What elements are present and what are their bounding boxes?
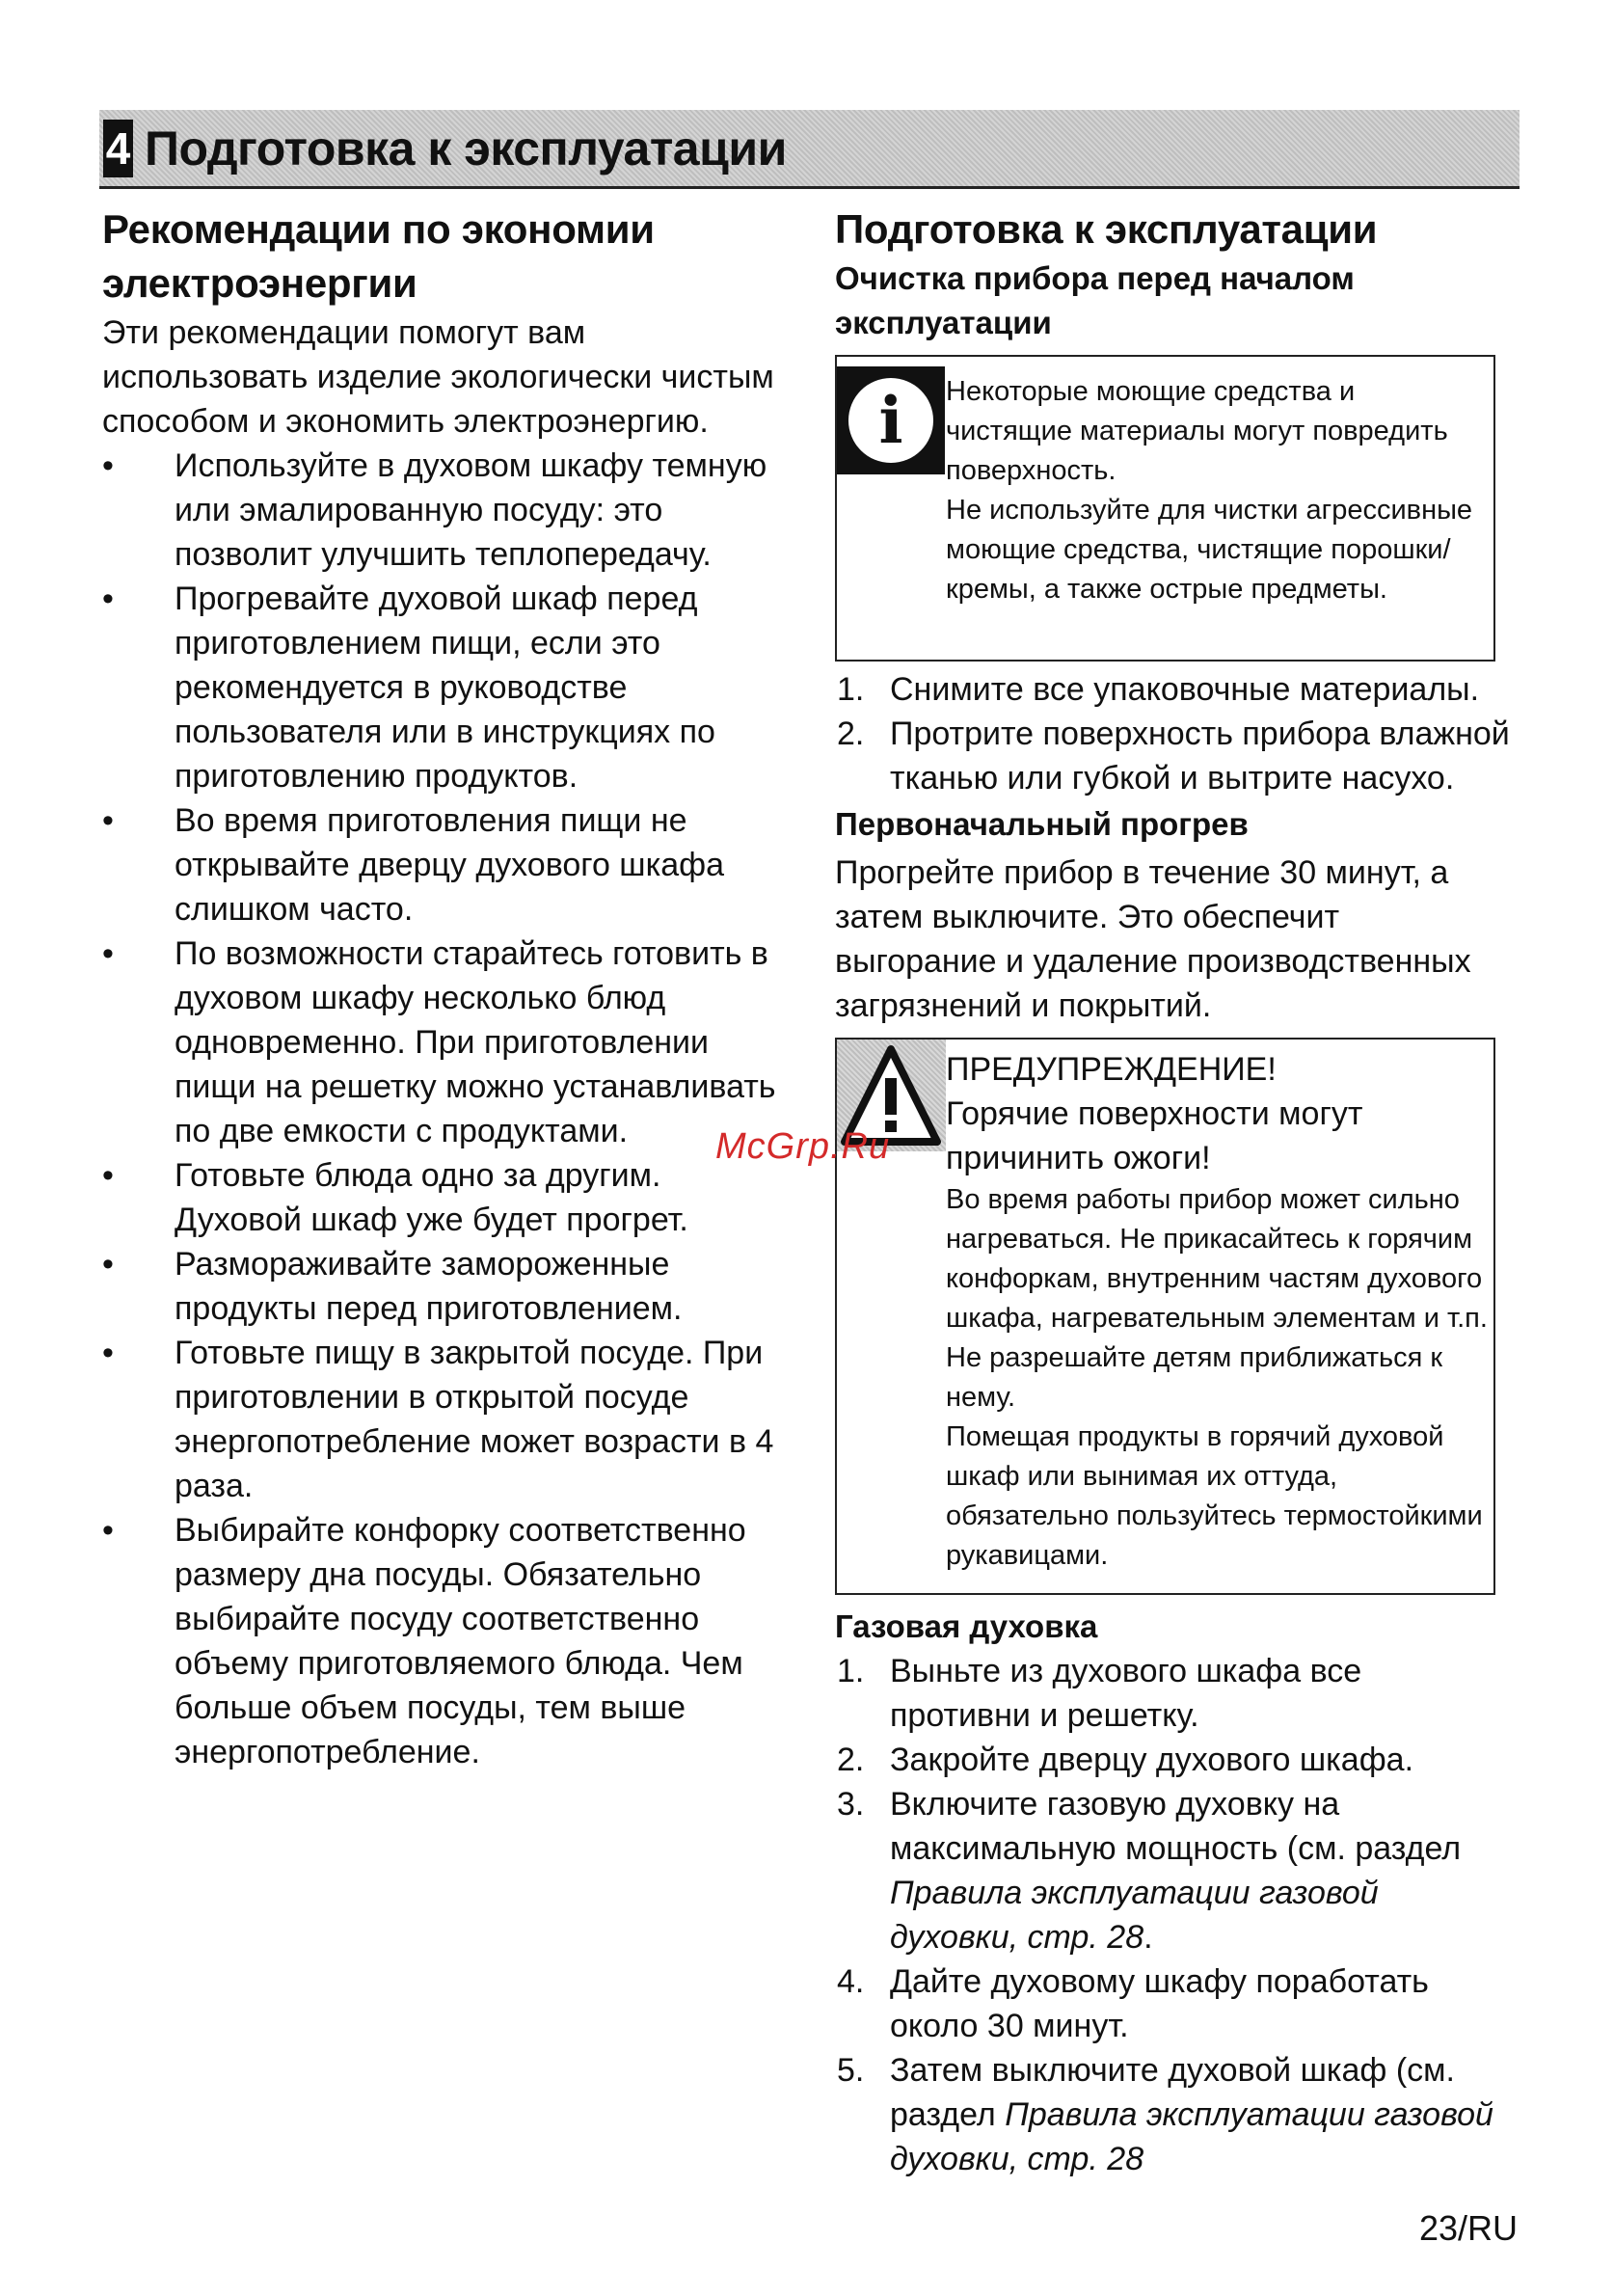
warning-label: ПРЕДУПРЕЖДЕНИЕ! [946,1051,1277,1088]
info-icon: i [837,366,945,474]
cleaning-title: Очистка прибора перед началом эксплуатации [835,260,1355,340]
warning-text-1: Во время работы прибор может сильно нагреваться. Не прикасайтесь к горячим конфоркам, внутренним частям духового шкафа, нагревательным элементам и т.п. Не разрешайте детям приближаться к нему. [946,1184,1488,1413]
list-item: • Готовьте блюда одно за другим. Духовой шкаф уже будет прогрет. [102,1153,777,1242]
warning-text-2: Помещая продукты в горячий духовой шкаф или вынимая их оттуда, обязательно пользуйтесь термостойкими рукавицами. [946,1421,1483,1571]
list-item: • Выбирайте конфорку соответственно размеру дна посуды. Обязательно выбирайте посуду соответственно объему приготовляемого блюда. Чем больше объем посуды, тем выше энергопотребление. [102,1508,777,1774]
list-item: • Во время приготовления пищи не открывайте дверцу духового шкафа слишком часто. [102,798,777,932]
gas-oven-title: Газовая духовка [835,1608,1098,1644]
list-item: 5. Затем выключите духовой шкаф (см. раздел Правила эксплуатации газовой духовки, стр. 28 [837,2052,1493,2177]
section-header [99,110,1520,189]
warning-headline: Горячие поверхности могут причинить ожоги! [946,1095,1363,1176]
left-column [102,203,777,1774]
info-notice-box [835,355,1495,662]
right-column [835,203,1510,2181]
list-item: 1. Снимите все упаковочные материалы. [837,671,1480,708]
list-item: • Готовьте пищу в закрытой посуде. При приготовлении в открытой посуде энергопотребление может возрасти в 4 раза. [102,1331,777,1508]
preheat-text: Прогрейте прибор в течение 30 минут, а затем выключите. Это обеспечит выгорание и удаление производственных загрязнений и покрытий. [835,854,1471,1024]
cleaning-steps [835,667,1510,800]
list-item: 2. Протрите поверхность прибора влажной тканью или губкой и вытрите насухо. [837,716,1510,797]
gas-oven-steps [835,1649,1510,2181]
list-item: • Размораживайте замороженные продукты перед приготовлением. [102,1242,777,1331]
section-number: 4 [103,120,133,177]
page-number: 23/RU [1419,2208,1519,2248]
info-text-2: Не используйте для чистки агрессивные моющие средства, чистящие порошки/кремы, а также острые предметы. [946,495,1473,605]
warning-box [835,1038,1495,1595]
preheat-title: Первоначальный прогрев [835,806,1249,842]
info-text-1: Некоторые моющие средства и чистящие материалы могут повредить поверхность. [946,376,1448,486]
list-item: 4. Дайте духовому шкафу поработать около 30 минут. [837,1963,1429,2044]
energy-saving-title: Рекомендации по экономии электроэнергии [102,206,655,306]
preparation-title: Подготовка к эксплуатации [835,206,1378,252]
list-item: 1. Выньте из духового шкафа все противни и решетку. [837,1653,1362,1734]
list-item: 3. Включите газовую духовку на максимальную мощность (см. раздел Правила эксплуатации газовой духовки, стр. 28. [837,1786,1462,1956]
section-title: Подготовка к эксплуатации [145,121,787,176]
list-item: • Прогревайте духовой шкаф перед приготовлением пищи, если это рекомендуется в руководстве пользователя или в инструкциях по приготовлению продуктов. [102,577,777,798]
list-item: 2. Закройте дверцу духового шкафа. [837,1742,1414,1778]
list-item: • Используйте в духовом шкафу темную или эмалированную посуду: это позволит улучшить теплопередачу. [102,444,777,577]
watermark: McGrp.Ru [715,1126,891,1167]
list-item: • По возможности старайтесь готовить в духовом шкафу несколько блюд одновременно. При приготовлении пищи на решетку можно устанавливать по две емкости с продуктами. [102,932,777,1153]
energy-saving-intro: Эти рекомендации помогут вам использовать изделие экологически чистым способом и экономить электроэнергию. [102,314,774,440]
energy-saving-list [102,444,777,1774]
